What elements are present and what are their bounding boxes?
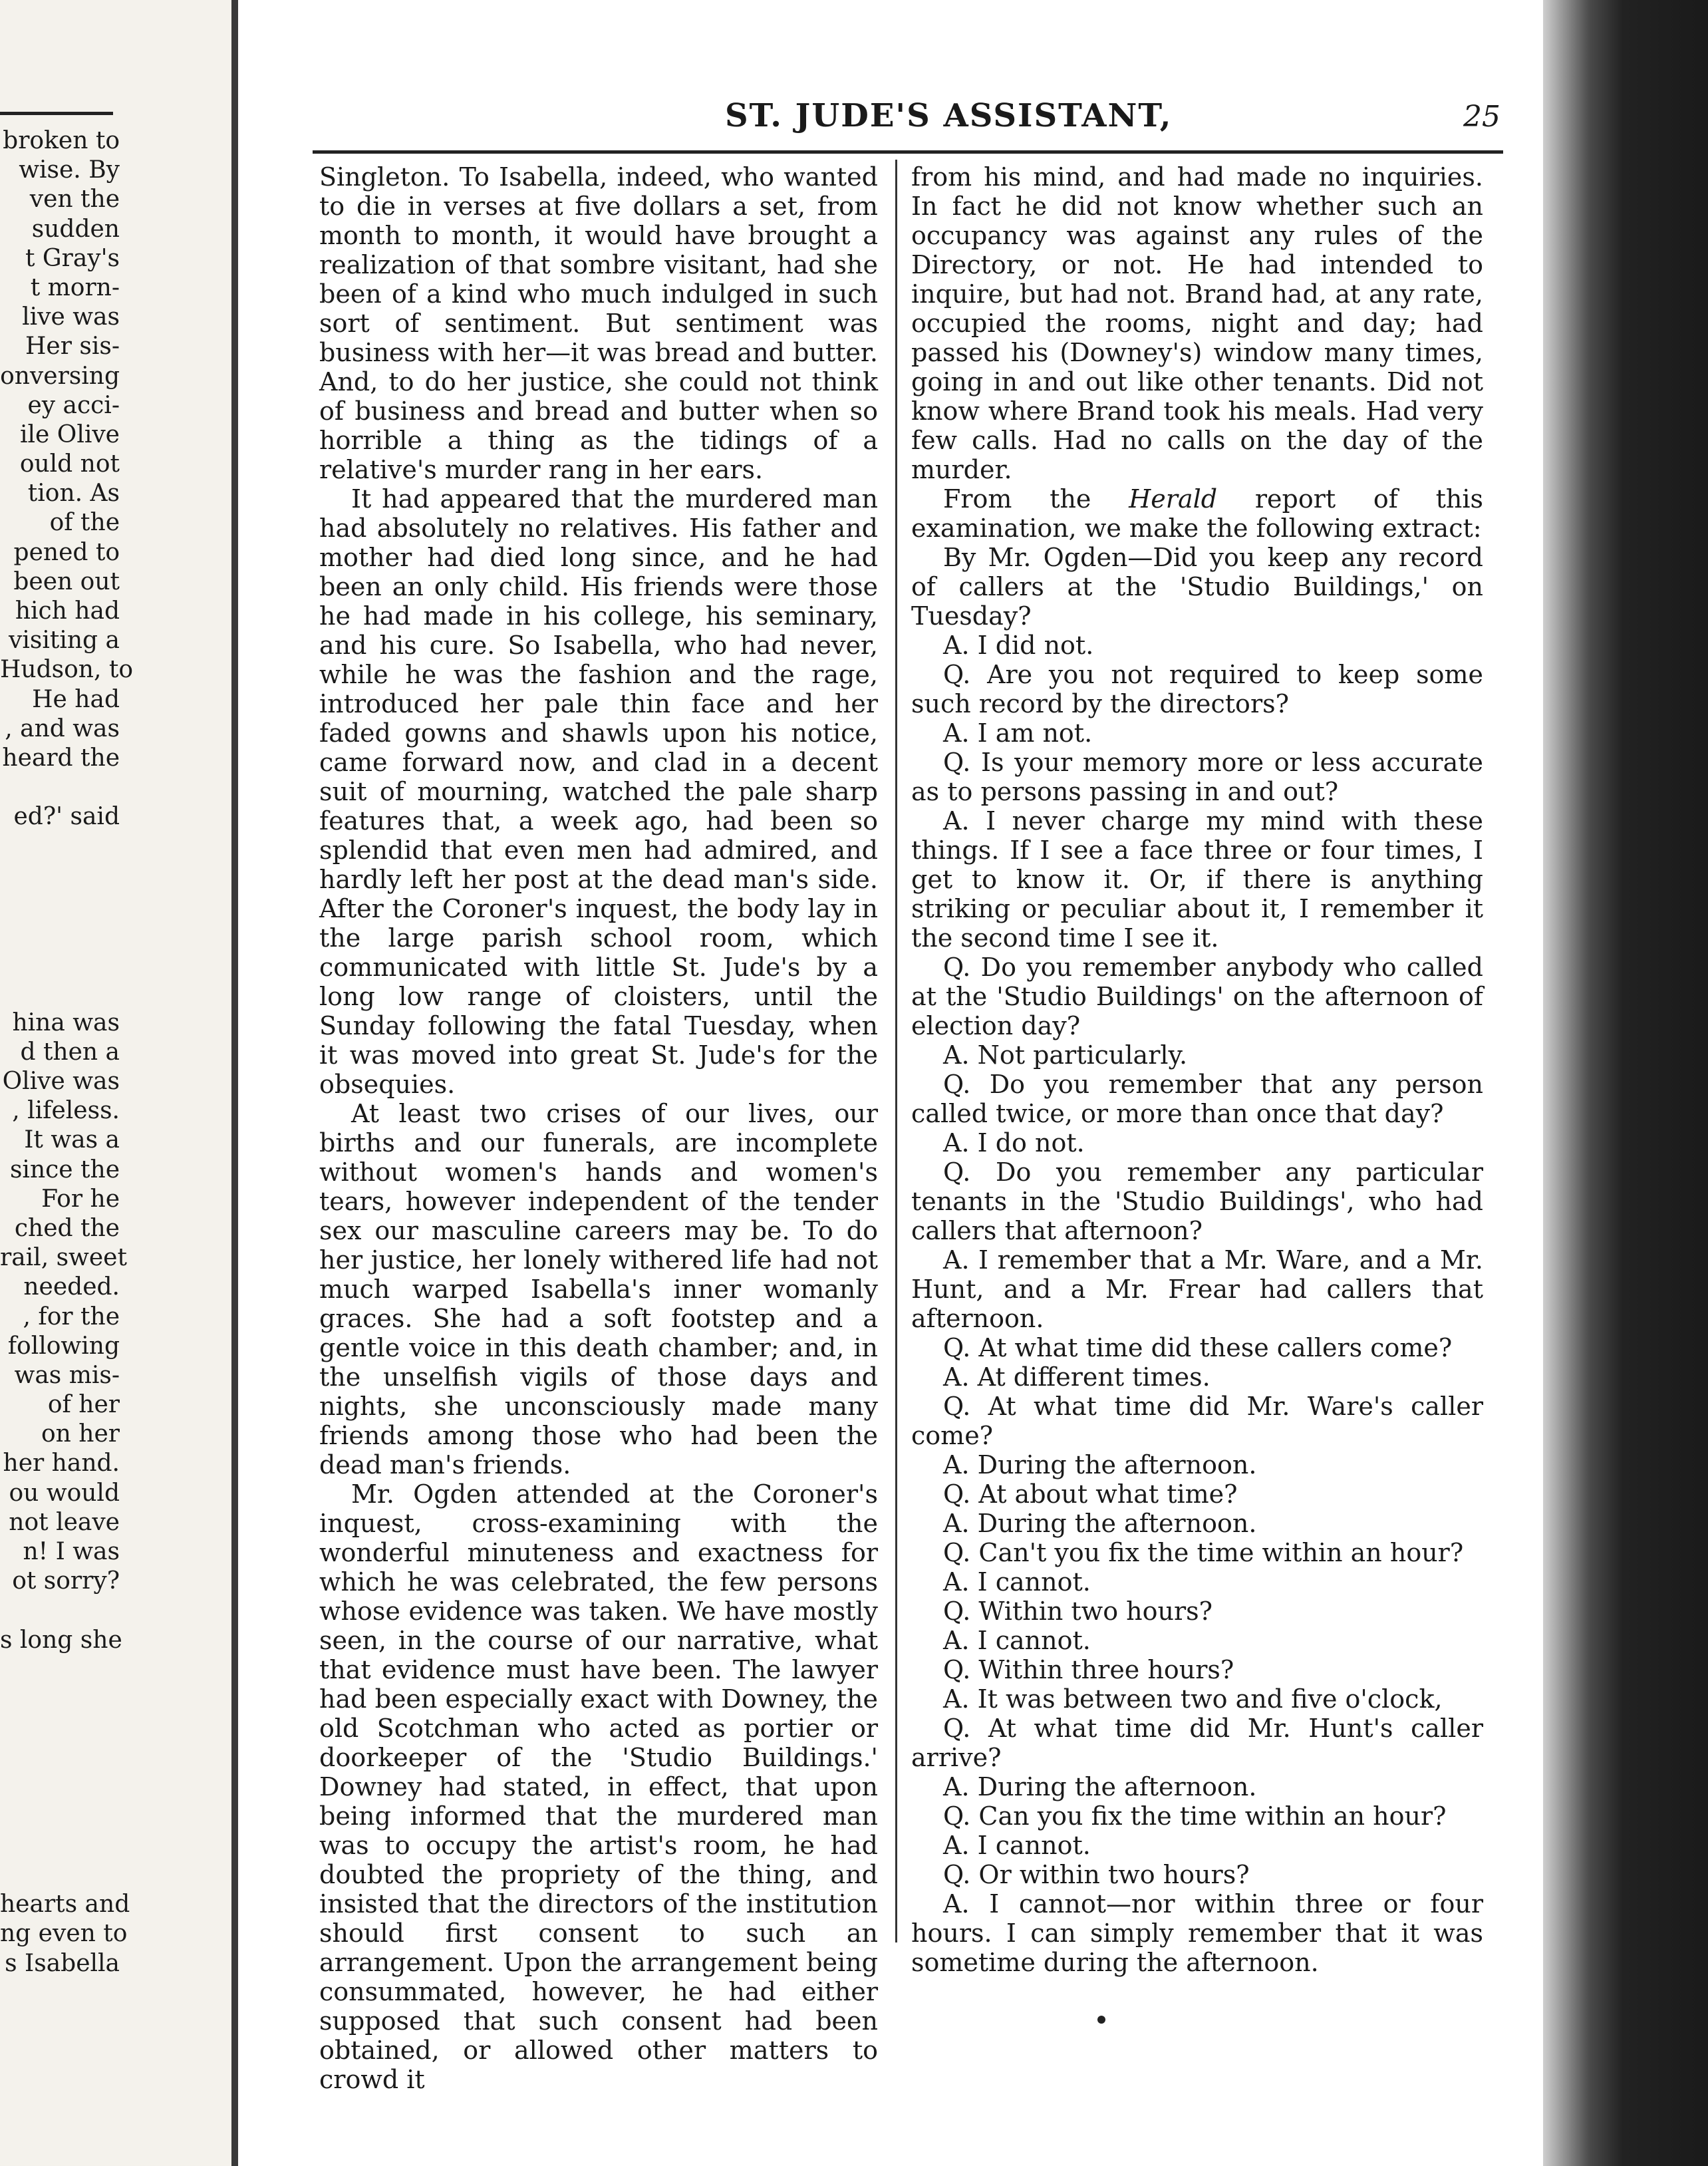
facing-page-line (0, 1596, 120, 1625)
facing-page-line: , and was (5, 714, 120, 742)
qa-line: A. At different times. (943, 1362, 1210, 1392)
qa-line: A. I never charge my mind with these things. If I see a face three or four times, I get to know it. Or, if there is anything striking or peculiar about it, I remember it the second time I see it. (911, 806, 1483, 953)
facing-page-line: wise. By (19, 156, 120, 184)
facing-page-line: live was (22, 303, 120, 331)
facing-page-line: since the (9, 1156, 120, 1183)
facing-page-line: hina was (12, 1008, 120, 1036)
qa-line: A. I am not. (943, 718, 1093, 748)
facing-page-line (0, 920, 120, 949)
qa-line: Q. At about what time? (943, 1479, 1238, 1509)
column-divider (895, 160, 897, 1942)
facing-page-line: t Gray's (25, 244, 120, 272)
qa-line: Q. At what time did Mr. Ware's caller come? (911, 1392, 1483, 1450)
facing-page-line: sudden (31, 215, 120, 243)
facing-page-line (0, 1831, 120, 1861)
facing-page-line: of the (49, 509, 120, 537)
qa-line: Q. Can you fix the time within an hour? (943, 1801, 1447, 1831)
facing-page-line: s Isabella (5, 1949, 120, 1977)
facing-page-line: following (7, 1332, 120, 1360)
qa-line: Q. Is your memory more or less accurate as to persons passing in and out? (911, 748, 1483, 806)
qa-line: A. During the afternoon. (943, 1509, 1257, 1538)
qa-line: A. I cannot. (943, 1626, 1091, 1655)
herald-title: Herald (1129, 484, 1218, 514)
facing-page-line: ng even to (0, 1920, 128, 1948)
facing-page-line: rail, sweet (0, 1244, 127, 1272)
facing-page-line: n! I was (23, 1538, 120, 1565)
facing-page-line: ould not (19, 450, 120, 478)
facing-page-line (0, 1773, 120, 1802)
facing-page-line (0, 891, 120, 920)
facing-page-line: ey acci- (27, 391, 120, 419)
herald-intro-paragraph (911, 484, 1483, 543)
facing-page-header-rule (0, 112, 113, 115)
facing-page-line (0, 861, 120, 891)
facing-page-line: been out (13, 567, 120, 595)
facing-page-line: ed?' said (13, 803, 120, 831)
qa-line: A. Not particularly. (943, 1040, 1188, 1070)
facing-page-line: her hand. (3, 1450, 120, 1477)
facing-page-line: ot sorry? (12, 1567, 120, 1595)
facing-page-line: on her (41, 1420, 120, 1448)
paragraph: from his mind, and had made no inquiries. In fact he did not know whether such an occupancy was against any rules of the Directory, or not. He had intended to inquire, but had not. Brand had, at any rate, occupied the rooms, night and day; had passed his (Downey's) window many times, going in and out like other tenants. Did not know where Brand took his meals. Had very few calls. Had no calls on the day of the murder. (911, 162, 1483, 484)
facing-page-line: of her (47, 1391, 120, 1419)
facing-page-line (0, 1802, 120, 1831)
qa-line: A. During the afternoon. (943, 1450, 1257, 1479)
facing-page-line: d then a (20, 1038, 120, 1066)
facing-page-line: onversing (0, 362, 120, 390)
qa-line: Q. Do you remember anybody who called at the 'Studio Buildings' on the afternoon of election day? (911, 953, 1483, 1040)
facing-page-line (0, 1714, 120, 1743)
facing-page-line: hich had (15, 597, 120, 625)
qa-line: Q. Can't you fix the time within an hour? (943, 1538, 1464, 1567)
herald-intro-post: report of this examination, we make the following extract: (911, 484, 1483, 543)
facing-page-line (0, 1684, 120, 1714)
facing-page-line: tion. As (27, 480, 120, 508)
facing-page-line: broken to (3, 127, 120, 154)
facing-page-line (0, 1743, 120, 1772)
qa-line: A. I do not. (943, 1128, 1085, 1158)
facing-page-line (0, 1861, 120, 1890)
qa-line: Q. Within two hours? (943, 1597, 1213, 1626)
facing-page-line (0, 979, 120, 1008)
qa-line: Q. At what time did these callers come? (943, 1333, 1453, 1362)
qa-line: Q. At what time did Mr. Hunt's caller arrive? (911, 1714, 1483, 1772)
qa-line: A. I cannot. (943, 1567, 1091, 1597)
facing-page-line: , for the (23, 1303, 120, 1330)
facing-page-line: ven the (29, 186, 120, 214)
page-gutter-shadow (1543, 0, 1708, 2166)
facing-page-line: , lifeless. (12, 1097, 120, 1125)
facing-page-line (0, 949, 120, 979)
facing-page-line (0, 832, 120, 861)
qa-line: A. I remember that a Mr. Ware, and a Mr. Hunt, and a Mr. Frear had callers that afternoon. (911, 1245, 1483, 1333)
facing-page-edge (0, 0, 238, 2166)
running-title: ST. JUDE'S ASSISTANT, (725, 97, 1173, 134)
facing-page-line: Her sis- (25, 333, 120, 361)
paragraph: Mr. Ogden attended at the Coroner's inquest, cross-examining with the wonderful minuteness and exactness for which he was celebrated, the few persons whose evidence was taken. We have mostly seen, in the course of our narrative, what that evidence must have been. The lawyer had been especially exact with Downey, the old Scotchman who acted as portier or doorkeeper of the 'Studio Buildings.' Downey had stated, in effect, that upon being informed that the murdered man was to occupy the artist's room, he had doubted the propriety of the thing, and insisted that the directors of the institution should first consent to such an arrangement. Upon the arrangement being consummated, however, he had either supposed that such consent had been obtained, or allowed other matters to crowd it (319, 1479, 878, 2094)
facing-page-line: He had (32, 685, 120, 713)
facing-page-line: ou would (9, 1479, 120, 1507)
qa-line: Q. Do you remember any particular tenants in the 'Studio Buildings', who had callers that afternoon? (911, 1158, 1483, 1245)
qa-line: A. During the afternoon. (943, 1772, 1257, 1801)
qa-line: Q. Do you remember that any person called twice, or more than once that day? (911, 1070, 1483, 1128)
facing-page-line: s long she (0, 1626, 122, 1654)
facing-page-line: visiting a (9, 627, 120, 655)
facing-page-line: ched the (14, 1214, 120, 1242)
facing-page-line: not leave (9, 1508, 120, 1536)
paragraph: At least two crises of our lives, our births and our funerals, are incomplete without women's hands and women's tears, however independent of the tender sex our masculine careers may be. To do her justice, her lonely withered life had not much warped Isabella's inner womanly graces. She had a soft footstep and a gentle voice in this death chamber; and, in the unselfish vigils of those days and nights, she unconsciously made many friends among those who had been the dead man's friends. (319, 1099, 878, 1479)
facing-page-line: Hudson, to (0, 656, 133, 684)
qa-line: By Mr. Ogden—Did you keep any record of callers at the 'Studio Buildings,' on Tuesday? (911, 543, 1483, 631)
paragraph: It had appeared that the murdered man had absolutely no relatives. His father and mother had died long since, and he had been an only child. His friends were those he had made in his college, his seminary, and his cure. So Isabella, who had never, while he was the fashion and the rage, introduced her pale thin face and her faded gowns and shawls upon his notice, came forward now, and clad in a decent suit of mourning, watched the pale sharp features that, a week ago, had been so splendid that even men had admired, and hardly left her post at the dead man's side. After the Coroner's inquest, the body lay in the large parish school room, which communicated with little St. Jude's by a long low range of cloisters, until the Sunday following the fatal Tuesday, when it was moved into great St. Jude's for the obsequies. (319, 484, 878, 1099)
facing-page-line: ile Olive (20, 420, 120, 448)
header-rule (313, 150, 1503, 154)
print-speck (1097, 2016, 1105, 2024)
facing-page-line: It was a (24, 1126, 120, 1154)
facing-page-text-fragments (0, 126, 133, 1978)
facing-page-line: hearts and (0, 1891, 130, 1919)
facing-page-line: t morn- (30, 273, 120, 301)
qa-line: A. I did not. (943, 631, 1094, 660)
facing-page-line (0, 1655, 120, 1684)
facing-page-line: needed. (23, 1273, 120, 1301)
herald-intro-pre: From the (943, 484, 1129, 514)
qa-line: A. I cannot. (943, 1831, 1091, 1860)
facing-page-line: Olive was (2, 1068, 120, 1095)
qa-line: Q. Within three hours? (943, 1655, 1234, 1684)
examination-transcript (911, 543, 1483, 1977)
paragraph: Singleton. To Isabella, indeed, who wanted to die in verses at five dollars a set, from month to month, it would have brought a realization of that sombre visitant, had she been of a kind who much indulged in such sort of sentiment. But sentiment was business with her—it was bread and butter. And, to do her justice, she could not think of business and bread and butter when so horrible a thing as the tidings of a relative's murder rang in her ears. (319, 162, 878, 484)
right-column (911, 162, 1483, 1977)
facing-page-line: For he (41, 1185, 120, 1213)
facing-page-line (0, 773, 120, 802)
facing-page-line: pened to (13, 538, 120, 566)
left-column (319, 162, 878, 2094)
qa-line: Q. Or within two hours? (943, 1860, 1250, 1889)
qa-line: A. It was between two and five o'clock, (943, 1684, 1443, 1714)
qa-line: A. I cannot—nor within three or four hours. I can simply remember that it was sometime during the afternoon. (911, 1889, 1483, 1977)
qa-line: Q. Are you not required to keep some such record by the directors? (911, 660, 1483, 718)
page-number: 25 (1463, 100, 1500, 134)
facing-page-line: heard the (2, 744, 120, 772)
facing-page-line: was mis- (14, 1361, 120, 1389)
